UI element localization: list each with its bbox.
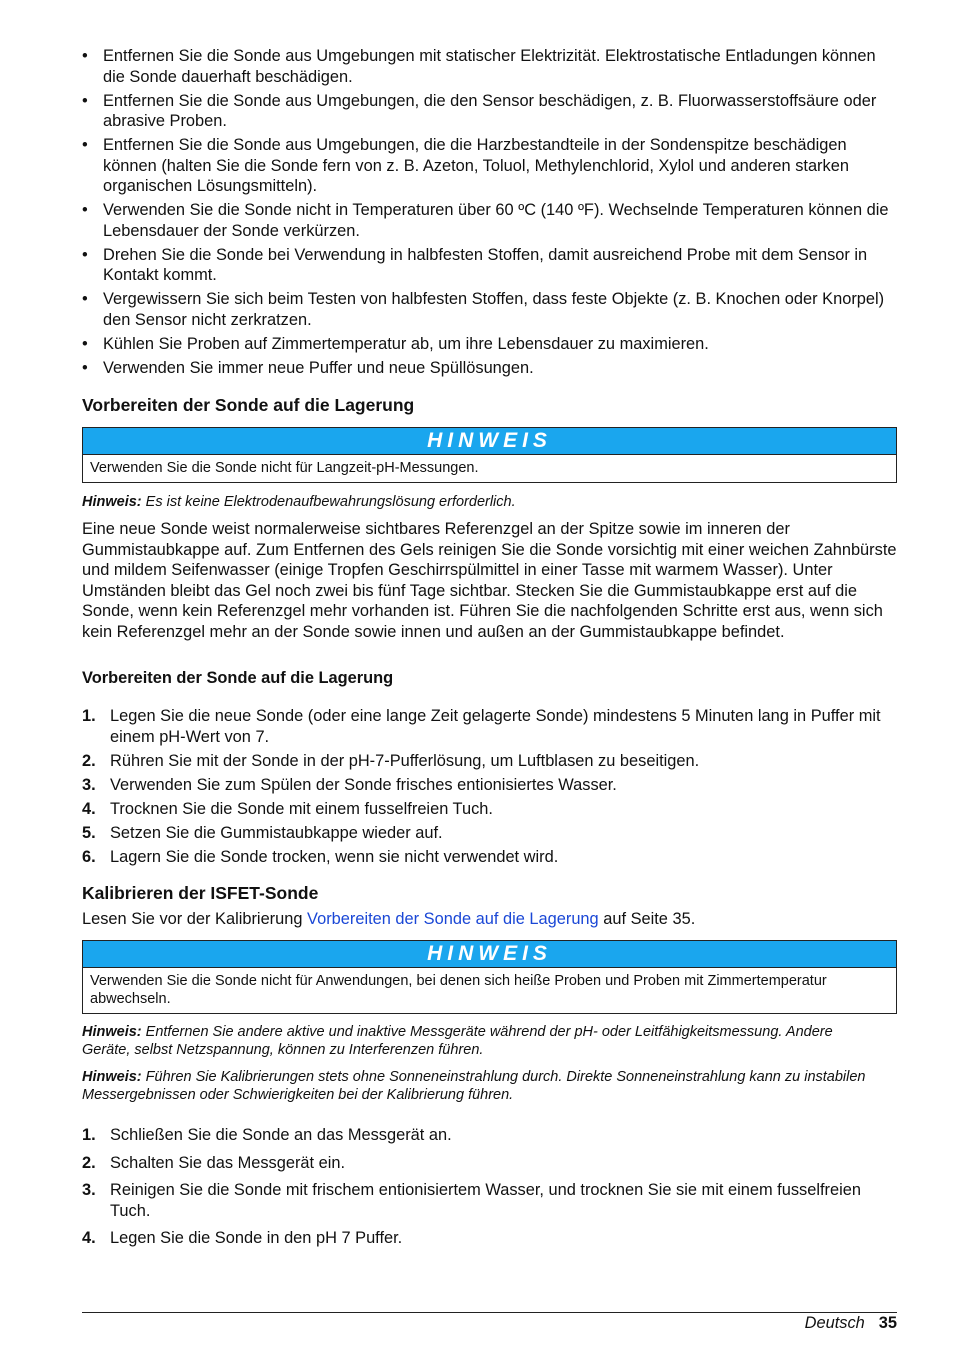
calibration-steps (82, 1125, 897, 1249)
storage-paragraph: Eine neue Sonde weist normalerweise sichtbares Referenzgel an der Spitze sowie im inneren der Gummistaubkappe auf. Zum Entfernen des Gels reinigen Sie die Sonde vorsichtig mit einer weichen Zahnbürste und mildem Seifenwasser (einige Tropfen Geschirrspülmittel in einer Tasse mit warmem Wasser). Unter Umständen bleibt das Gel noch zwei bis fünf Tage sichtbar. Stecken Sie die Gummistaubkappe erst auf die Sonde, wenn kein Referenzgel mehr vorhanden ist. Führen Sie die nachfolgenden Schritte erst aus, wenn sich kein Referenzgel mehr an der Sonde sowie innen und außen an der Gummistaubkappe befindet. (82, 520, 897, 641)
calibration-intro: Lesen Sie vor der Kalibrierung Vorbereiten der Sonde auf die Lagerung auf Seite 35. (82, 910, 696, 928)
footer-divider (82, 1312, 897, 1313)
storage-steps (82, 706, 897, 867)
list-item: 6. Lagern Sie die Sonde trocken, wenn sie nicht verwendet wird. (82, 847, 559, 866)
page-number: 35 (878, 1314, 897, 1332)
list-item: 4. Trocknen Sie die Sonde mit einem fusselfreien Tuch. (82, 799, 493, 818)
list-item: • Verwenden Sie die Sonde nicht in Temperaturen über 60 ºC (140 ºF). Wechselnde Temperaturen können die Lebensdauer der Sonde verkürzen. (82, 201, 889, 240)
note-interference: Hinweis: Entfernen Sie andere aktive und inaktive Messgeräte während der pH- oder Leitfähigkeitsmessung. Andere Geräte, selbst Netzspannung, können zu Interferenzen führen. (82, 1024, 833, 1058)
list-item: • Verwenden Sie immer neue Puffer und neue Spüllösungen. (82, 358, 534, 377)
list-item: • Entfernen Sie die Sonde aus Umgebungen, die den Sensor beschädigen, z. B. Fluorwasserstoffsäure oder abrasive Proben. (82, 91, 877, 130)
section-heading-calibration: Kalibrieren der ISFET-Sonde (82, 883, 319, 903)
procedure-heading: Vorbereiten der Sonde auf die Lagerung (82, 669, 394, 687)
cross-reference-link[interactable]: Vorbereiten der Sonde auf die Lagerung (307, 910, 599, 928)
page-footer (805, 1313, 897, 1333)
list-item: 3. Verwenden Sie zum Spülen der Sonde frisches entionisiertes Wasser. (82, 775, 617, 794)
list-item: 1. Schließen Sie die Sonde an das Messgerät an. (82, 1126, 452, 1144)
bullet-list (82, 46, 900, 382)
notice-title: HINWEIS (83, 941, 896, 968)
notice-text: Verwenden Sie die Sonde nicht für Anwendungen, bei denen sich heiße Proben und Proben mit Zimmertemperatur abwechseln. (90, 973, 827, 1007)
list-item: • Vergewissern Sie sich beim Testen von halbfesten Stoffen, dass feste Objekte (z. B. Knochen oder Knorpel) den Sensor nicht zerkratzen. (82, 290, 885, 329)
list-item: 2. Schalten Sie das Messgerät ein. (82, 1153, 346, 1172)
notice-text: Verwenden Sie die Sonde nicht für Langzeit-pH-Messungen. (90, 460, 479, 476)
list-item: 1. Legen Sie die neue Sonde (oder eine lange Zeit gelagerte Sonde) mindestens 5 Minuten lang in Puffer mit einem pH-Wert von 7. (82, 707, 881, 746)
list-item: 3. Reinigen Sie die Sonde mit frischem entionisiertem Wasser, und trocknen Sie sie mit einem fusselfreien Tuch. (82, 1181, 861, 1220)
list-item: 2. Rühren Sie mit der Sonde in der pH-7-Pufferlösung, um Luftblasen zu beseitigen. (82, 751, 700, 770)
note-storage: Hinweis: Es ist keine Elektrodenaufbewahrungslösung erforderlich. (82, 494, 516, 510)
list-item: • Kühlen Sie Proben auf Zimmertemperatur ab, um ihre Lebensdauer zu maximieren. (82, 334, 709, 353)
list-item: 5. Setzen Sie die Gummistaubkappe wieder auf. (82, 823, 443, 842)
notice-box-calibration (82, 940, 897, 1014)
list-item: • Entfernen Sie die Sonde aus Umgebungen, die die Harzbestandteile in der Sondenspitze beschädigen können (halten Sie die Sonde fern von z. B. Azeton, Toluol, Methylenchlorid, Xylol und anderen starken organischen Lösungsmitteln). (82, 136, 849, 195)
section-heading-storage: Vorbereiten der Sonde auf die Lagerung (82, 395, 415, 415)
note-sunlight: Hinweis: Führen Sie Kalibrierungen stets ohne Sonneneinstrahlung durch. Direkte Sonneneinstrahlung kann zu instabilen Messergebnissen oder Schwierigkeiten bei der Kalibrierung führen. (82, 1069, 866, 1103)
notice-box-storage (82, 427, 897, 483)
list-item: 4. Legen Sie die Sonde in den pH 7 Puffer. (82, 1229, 403, 1247)
list-item: • Drehen Sie die Sonde bei Verwendung in halbfesten Stoffen, damit ausreichend Probe mit dem Sensor in Kontakt kommt. (82, 245, 868, 284)
footer-language: Deutsch (804, 1314, 865, 1332)
list-item: • Entfernen Sie die Sonde aus Umgebungen mit statischer Elektrizität. Elektrostatische Entladungen können die Sonde dauerhaft beschädigen. (82, 47, 876, 86)
notice-title: HINWEIS (83, 428, 896, 455)
